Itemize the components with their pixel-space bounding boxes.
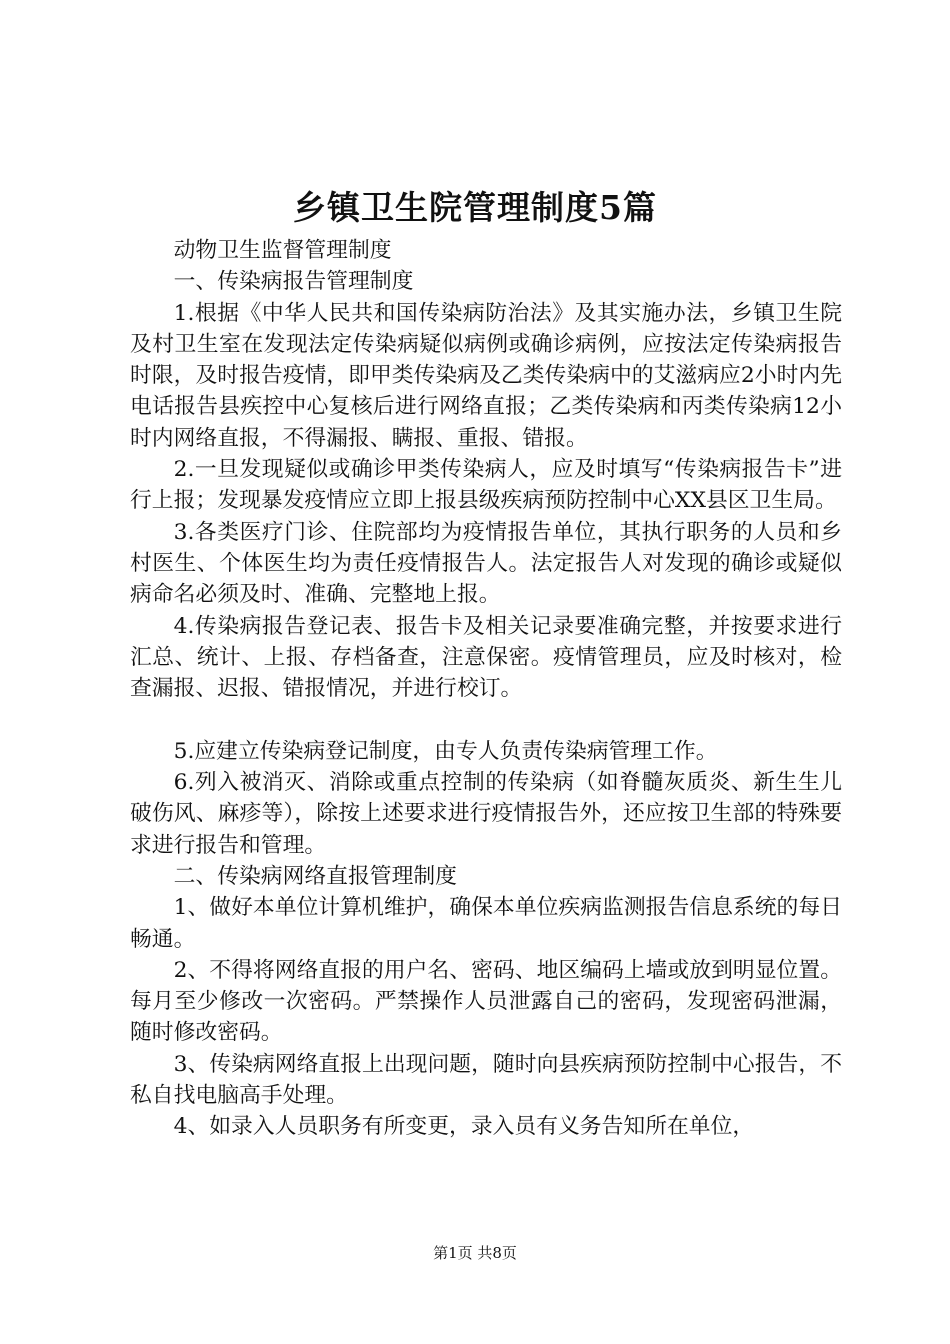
- paragraph: 3、传染病网络直报上出现问题，随时向县疾病预防控制中心报告，不私自找电脑高手处理。: [130, 1051, 842, 1109]
- paragraph: 1、做好本单位计算机维护，确保本单位疾病监测报告信息系统的每日畅通。: [130, 895, 842, 952]
- paragraph: 1.根据《中华人民共和国传染病防治法》及其实施办法，乡镇卫生院及村卫生室在发现法定传染病疑似病例或确诊病例，应按法定传染病报告时限，及时报告疫情，即甲类传染病及乙类传染病中的艾滋病应2小时内先电话报告县疾控中心复核后进行网络直报；乙类传染病和丙类传染病12小时内网络直报，不得漏报、瞒报、重报、错报。: [130, 300, 842, 451]
- paragraph: 3.各类医疗门诊、住院部均为疫情报告单位，其执行职务的人员和乡村医生、个体医生均为责任疫情报告人。法定报告人对发现的确诊或疑似病命名必须及时、准确、完整地上报。: [130, 519, 842, 608]
- paragraph: 2.一旦发现疑似或确诊甲类传染病人，应及时填写“传染病报告卡”进行上报；发现暴发疫情应立即上报县级疾病预防控制中心XX县区卫生局。: [130, 457, 842, 514]
- section-heading-1: 一、传染病报告管理制度: [173, 269, 414, 295]
- paragraph: 4.传染病报告登记表、报告卡及相关记录要准确完整，并按要求进行汇总、统计、上报、存档备查，注意保密。疫情管理员，应及时核对，检查漏报、迟报、错报情况，并进行校订。: [130, 613, 842, 702]
- document-title: 乡镇卫生院管理制度5篇: [293, 188, 657, 227]
- paragraph-heading-animal: 动物卫生监督管理制度: [173, 238, 392, 263]
- section-heading-2: 二、传染病网络直报管理制度: [173, 863, 457, 889]
- paragraph: 4、如录入人员职务有所变更，录入员有义务告知所在单位，: [173, 1114, 755, 1140]
- document-body: [130, 235, 842, 1143]
- paragraph: 2、不得将网络直报的用户名、密码、地区编码上墙或放到明显位置。每月至少修改一次密码。严禁操作人员泄露自己的密码，发现密码泄漏，随时修改密码。: [130, 957, 842, 1046]
- page-number-footer: 第1页 共8页: [433, 1244, 517, 1262]
- paragraph: 6.列入被消灭、消除或重点控制的传染病（如脊髓灰质炎、新生生儿破伤风、麻疹等），除按上述要求进行疫情报告外，还应按卫生部的特殊要求进行报告和管理。: [130, 770, 842, 858]
- paragraph: 5.应建立传染病登记制度，由专人负责传染病管理工作。: [173, 738, 718, 764]
